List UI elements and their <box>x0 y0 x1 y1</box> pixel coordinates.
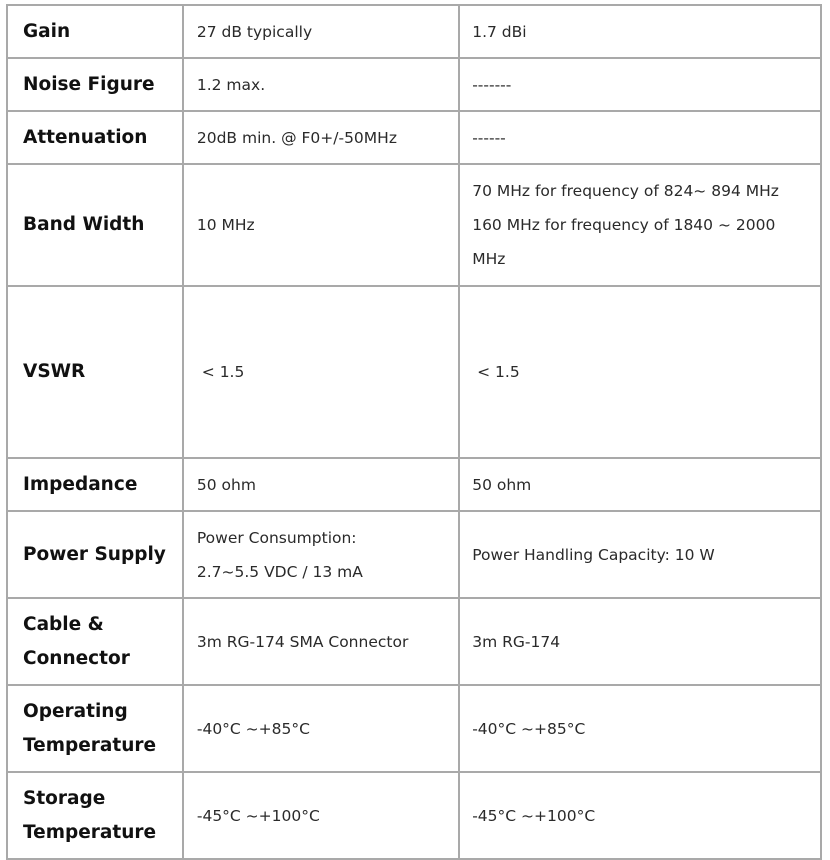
value-cell-a <box>183 58 459 111</box>
value-cell-b <box>459 164 821 286</box>
row-label: Storage <box>23 787 106 809</box>
value-text: 27 dB typically <box>196 22 313 41</box>
row-label: Impedance <box>23 473 138 495</box>
value-cell-a <box>183 685 459 772</box>
row-label: Connector <box>23 647 130 669</box>
value-text: 20dB min. @ F0+/-50MHz <box>196 128 397 147</box>
row-label: Band Width <box>23 214 145 235</box>
row-label: Noise Figure <box>23 73 155 95</box>
value-text: 3m RG-174 SMA Connector <box>196 632 409 651</box>
table-row <box>7 598 821 685</box>
value-text: Power Handling Capacity: 10 W <box>472 545 715 564</box>
table-row <box>7 111 821 164</box>
value-text: 3m RG-174 <box>472 632 561 651</box>
value-cell-b <box>459 458 821 511</box>
row-label-cell <box>7 164 183 286</box>
value-text: 50 ohm <box>196 475 256 494</box>
value-cell-a <box>183 772 459 859</box>
value-cell-a <box>183 458 459 511</box>
value-cell-b <box>459 5 821 58</box>
value-cell-b <box>459 598 821 685</box>
value-text: ------- <box>472 75 512 94</box>
value-text: ------ <box>472 128 506 147</box>
row-label-cell <box>7 5 183 58</box>
row-label-cell <box>7 685 183 772</box>
table-row <box>7 286 821 458</box>
value-text: 10 MHz <box>196 216 255 234</box>
value-cell-b <box>459 111 821 164</box>
value-cell-a <box>183 111 459 164</box>
value-cell-b <box>459 685 821 772</box>
row-label: Operating <box>23 700 128 722</box>
value-text: 1.7 dBi <box>472 22 527 41</box>
row-label: Temperature <box>23 821 157 843</box>
value-cell-a <box>183 511 459 598</box>
value-text: 160 MHz for frequency of 1840 ~ 2000 <box>472 216 776 234</box>
row-label-cell <box>7 598 183 685</box>
value-text: Power Consumption: <box>196 528 357 547</box>
table-row <box>7 5 821 58</box>
value-text: < 1.5 <box>472 363 520 381</box>
value-text: < 1.5 <box>196 363 245 381</box>
value-cell-b <box>459 772 821 859</box>
row-label: Attenuation <box>23 126 148 148</box>
row-label-cell <box>7 58 183 111</box>
row-label: Power Supply <box>23 543 166 565</box>
row-label: Gain <box>23 20 71 42</box>
value-text: 70 MHz for frequency of 824~ 894 MHz <box>472 182 779 200</box>
value-cell-a <box>183 598 459 685</box>
table-row <box>7 685 821 772</box>
table-row <box>7 772 821 859</box>
table-row <box>7 511 821 598</box>
value-text: 1.2 max. <box>196 75 266 94</box>
value-cell-a <box>183 164 459 286</box>
row-label-cell <box>7 286 183 458</box>
table-row <box>7 458 821 511</box>
row-label-cell <box>7 458 183 511</box>
row-label-cell <box>7 772 183 859</box>
table-row <box>7 58 821 111</box>
row-label-cell <box>7 111 183 164</box>
value-cell-b <box>459 286 821 458</box>
value-cell-b <box>459 511 821 598</box>
value-cell-a <box>183 286 459 458</box>
table-row <box>7 164 821 286</box>
value-cell-a <box>183 5 459 58</box>
row-label: Temperature <box>23 734 157 756</box>
spec-table <box>6 4 822 860</box>
row-label: VSWR <box>23 361 86 382</box>
value-text: -40°C ~+85°C <box>472 719 586 738</box>
row-label: Cable & <box>23 613 104 635</box>
value-text: MHz <box>472 250 506 268</box>
row-label-cell <box>7 511 183 598</box>
value-text: 2.7~5.5 VDC / 13 mA <box>196 562 363 581</box>
value-text: 50 ohm <box>472 475 532 494</box>
value-text: -45°C ~+100°C <box>472 806 596 825</box>
value-text: -40°C ~+85°C <box>196 719 310 738</box>
value-cell-b <box>459 58 821 111</box>
value-text: -45°C ~+100°C <box>196 806 320 825</box>
